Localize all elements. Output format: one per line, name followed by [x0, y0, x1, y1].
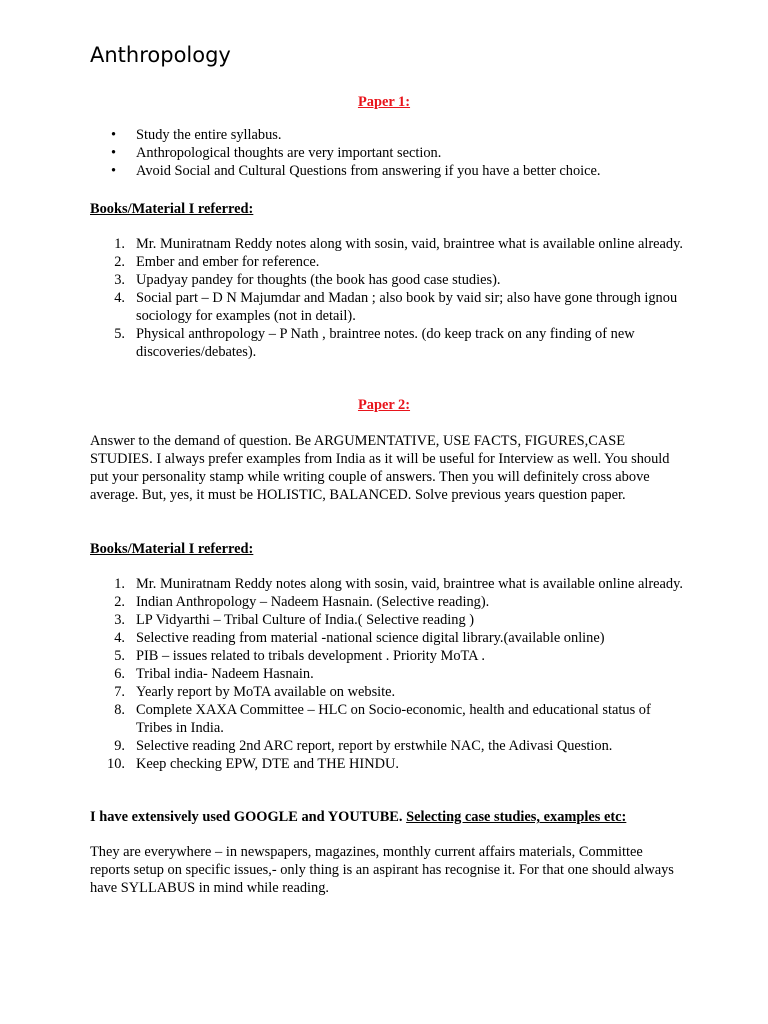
tools-statement [90, 808, 690, 826]
bullet-item: • Anthropological thoughts are very important section. [90, 144, 690, 162]
paper1-books-heading: Books/Material I referred: [90, 201, 254, 217]
item-text: Mr. Muniratnam Reddy notes along with sosin, vaid, braintree what is available online already. [136, 236, 683, 252]
list-item [90, 701, 690, 737]
paper2-intro-paragraph: Answer to the demand of question. Be ARGUMENTATIVE, USE FACTS, FIGURES,CASE STUDIES. I always prefer examples from India as it will be useful for Interview as well. You should put your personality stamp while writing couple of answers. Then you will definitely cross above average. But, yes, it must be HOLISTIC, BALANCED. Solve previous years question paper. [90, 433, 670, 503]
list-item [90, 271, 690, 289]
list-item [90, 611, 690, 629]
list-item [90, 683, 690, 701]
tools-statement-bold: I have extensively used GOOGLE and YOUTUBE. [90, 809, 407, 825]
list-item [90, 737, 690, 755]
list-item [90, 593, 690, 611]
item-number: 8. [114, 702, 125, 718]
closing-paragraph: They are everywhere – in newspapers, magazines, monthly current affairs materials, Committee reports setup on specific issues,- only thing is an aspirant has recognise it. For that one should always have SYLLABUS in mind while reading. [90, 844, 674, 896]
item-text: Physical anthropology – P Nath , braintree notes. (do keep track on any finding of new discoveries/debates). [136, 326, 635, 360]
item-number: 6. [114, 666, 125, 682]
item-number: 3. [114, 612, 125, 628]
paper1-heading: Paper 1: [357, 94, 411, 110]
item-text: Upadyay pandey for thoughts (the book has good case studies). [136, 272, 501, 288]
list-item [90, 253, 690, 271]
item-text: Complete XAXA Committee – HLC on Socio-economic, health and educational status of Tribes in India. [136, 702, 651, 736]
bullet-item: • Avoid Social and Cultural Questions from answering if you have a better choice. [90, 162, 690, 180]
item-number: 4. [114, 290, 125, 306]
paper2-books-heading: Books/Material I referred: [90, 541, 254, 557]
item-number: 2. [114, 594, 125, 610]
item-text: PIB – issues related to tribals development . Priority MoTA . [136, 648, 485, 664]
list-item [90, 755, 690, 773]
item-number: 4. [114, 630, 125, 646]
list-item [90, 665, 690, 683]
item-text: Yearly report by MoTA available on website. [136, 684, 396, 700]
item-number: 1. [114, 576, 125, 592]
item-text: Selective reading from material -national science digital library.(available online) [136, 630, 605, 646]
list-item [90, 235, 690, 253]
item-text: LP Vidyarthi – Tribal Culture of India.( Selective reading ) [136, 612, 475, 628]
item-number: 10. [107, 756, 125, 772]
item-number: 9. [114, 738, 125, 754]
page-title: Anthropology [90, 43, 231, 67]
item-text: Selective reading 2nd ARC report, report by erstwhile NAC, the Adivasi Question. [136, 738, 613, 754]
paper2-heading: Paper 2: [357, 397, 411, 413]
item-text: Keep checking EPW, DTE and THE HINDU. [136, 756, 399, 772]
item-number: 7. [114, 684, 125, 700]
paper1-books-list [90, 235, 690, 361]
list-item [90, 647, 690, 665]
list-item [90, 575, 690, 593]
item-text: Indian Anthropology – Nadeem Hasnain. (Selective reading). [136, 594, 490, 610]
bullet-item: • Study the entire syllabus. [90, 126, 690, 144]
item-number: 2. [114, 254, 125, 270]
item-text: Mr. Muniratnam Reddy notes along with sosin, vaid, braintree what is available online already. [136, 576, 683, 592]
item-number: 1. [114, 236, 125, 252]
item-number: 5. [114, 648, 125, 664]
item-number: 5. [114, 326, 125, 342]
item-text: Social part – D N Majumdar and Madan ; also book by vaid sir; also have gone through ignou sociology for examples (not in detail). [136, 290, 678, 324]
list-item [90, 289, 690, 325]
list-item [90, 325, 690, 361]
item-text: Ember and ember for reference. [136, 254, 320, 270]
item-text: Tribal india- Nadeem Hasnain. [136, 666, 314, 682]
list-item [90, 629, 690, 647]
tools-statement-underlined: Selecting case studies, examples etc: [406, 809, 627, 825]
paper2-books-list [90, 575, 690, 773]
item-number: 3. [114, 272, 125, 288]
paper1-bullet-list [90, 126, 690, 180]
